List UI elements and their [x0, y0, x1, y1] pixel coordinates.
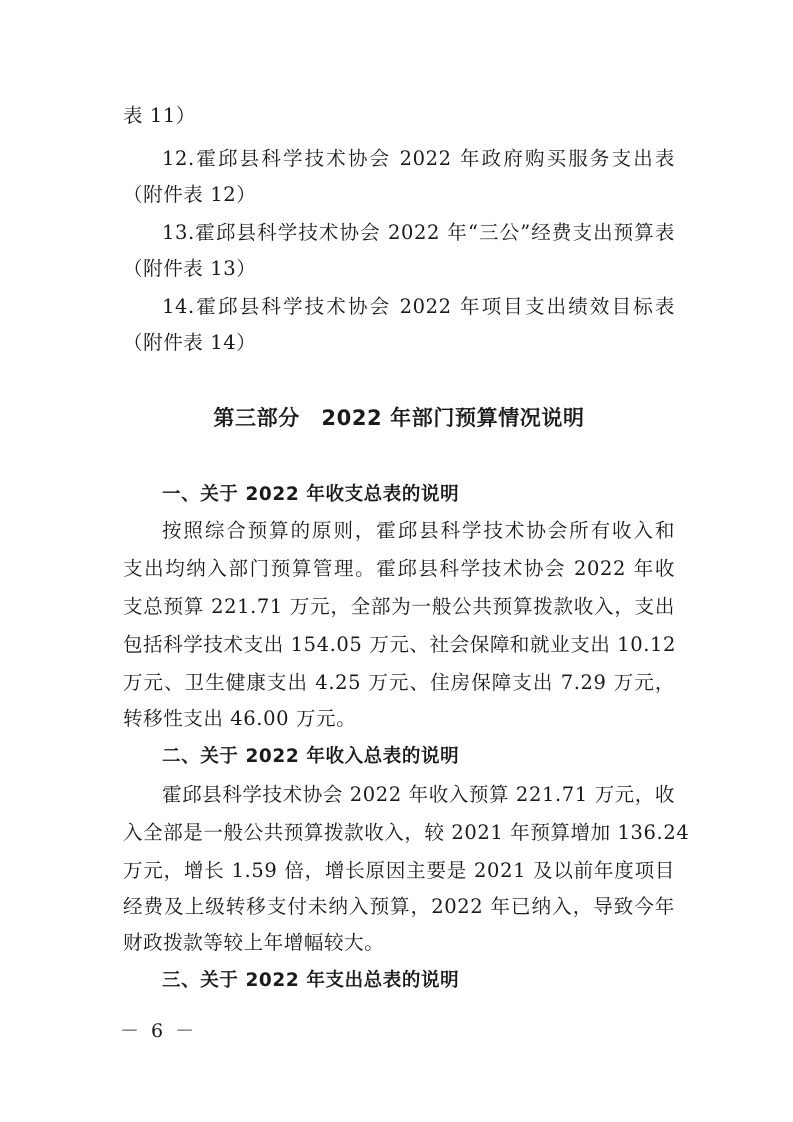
section-1-heading: 一、关于 2022 年收支总表的说明 — [162, 484, 460, 505]
list-item-13: 13.霍邱县科学技术协会 2022 年“三公”经费支出预算表 — [162, 221, 675, 244]
list-item-12-attachment: （附件表 12） — [123, 183, 257, 206]
paragraph-line: 包括科学技术支出 154.05 万元、社会保障和就业支出 10.12 — [123, 633, 677, 656]
list-item-continuation: 表 11） — [123, 104, 197, 127]
list-item-13-attachment: （附件表 13） — [123, 257, 257, 280]
section-title: 第三部分 2022 年部门预算情况说明 — [213, 406, 585, 430]
paragraph-line: 入全部是一般公共预算拨款收入，较 2021 年预算增加 136.24 — [123, 821, 690, 844]
paragraph-line: 霍邱县科学技术协会 2022 年收入预算 221.71 万元，收 — [162, 783, 675, 806]
paragraph-line: 转移性支出 46.00 万元。 — [123, 707, 357, 730]
paragraph-line: 经费及上级转移支付未纳入预算，2022 年已纳入，导致今年 — [123, 895, 675, 918]
paragraph-line: 万元，增长 1.59 倍，增长原因主要是 2021 及以前年度项目 — [123, 859, 675, 882]
list-item-14-attachment: （附件表 14） — [123, 331, 257, 354]
paragraph-line: 支总预算 221.71 万元，全部为一般公共预算拨款收入，支出 — [123, 595, 675, 618]
list-item-12: 12.霍邱县科学技术协会 2022 年政府购买服务支出表 — [162, 147, 675, 170]
paragraph-line: 财政拨款等较上年增幅较大。 — [123, 931, 385, 954]
list-item-14: 14.霍邱县科学技术协会 2022 年项目支出绩效目标表 — [162, 295, 675, 318]
paragraph-line: 万元、卫生健康支出 4.25 万元、住房保障支出 7.29 万元， — [123, 671, 675, 694]
paragraph-line: 支出均纳入部门预算管理。霍邱县科学技术协会 2022 年收 — [123, 557, 675, 580]
section-2-heading: 二、关于 2022 年收入总表的说明 — [162, 746, 460, 767]
paragraph-line: 按照综合预算的原则，霍邱县科学技术协会所有收入和 — [162, 519, 675, 542]
page-number: － 6 － — [120, 1020, 198, 1042]
section-3-heading: 三、关于 2022 年支出总表的说明 — [162, 970, 460, 991]
